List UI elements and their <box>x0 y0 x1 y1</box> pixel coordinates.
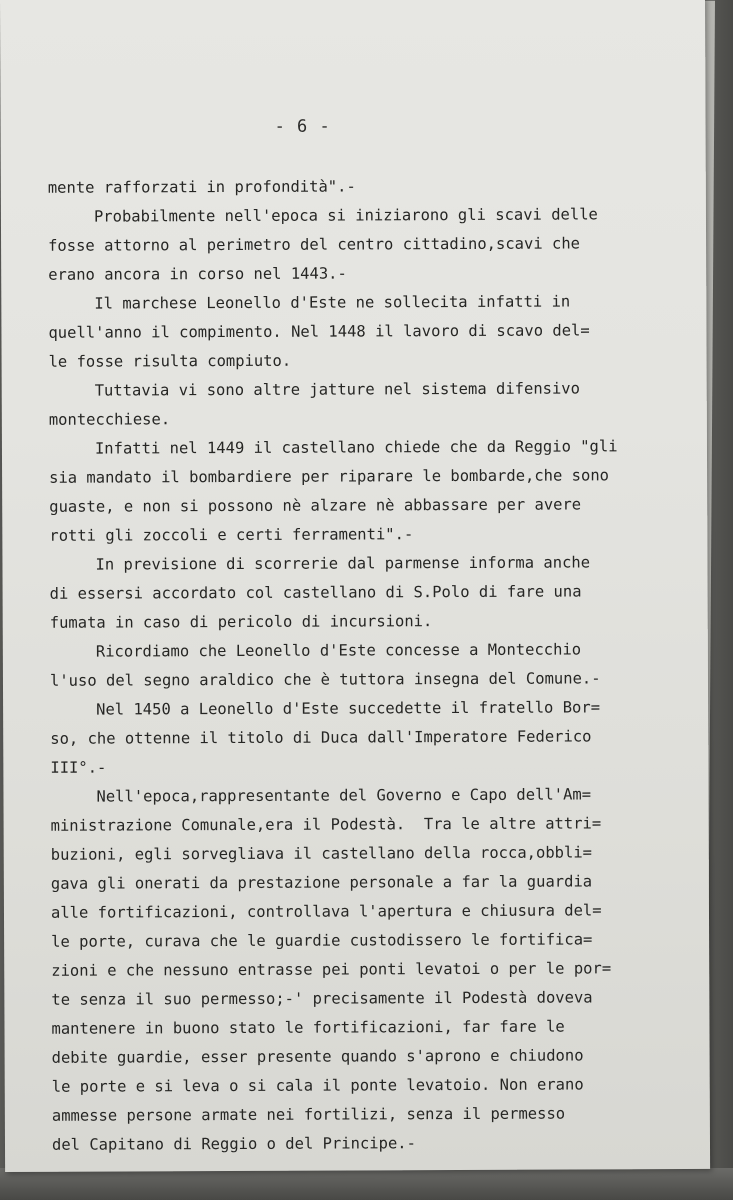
text-line: Nell'epoca,rappresentante del Governo e Capo dell'Am= <box>96 785 592 806</box>
text-line: le porte e si leva o si cala il ponte levatoio. Non erano <box>51 1075 584 1096</box>
text-line: III°.- <box>50 758 107 777</box>
text-line: fosse attorno al perimetro del centro cittadino,scavi che <box>48 234 581 255</box>
text-line: so, che ottenne il titolo di Duca dall'Imperatore Federico <box>50 727 592 748</box>
text-line: di essersi accordato col castellano di S.Polo di fare una <box>49 582 582 603</box>
text-line: rotti gli zoccoli e certi ferramenti".- <box>49 525 414 545</box>
text-line: debite guardie, esser presente quando s'aprono e chiudono <box>51 1046 584 1067</box>
text-line: Tuttavia vi sono altre jatture nel sistema difensivo <box>94 379 581 400</box>
text-line: ministrazione Comunale,era il Podestà. Tra le altre attri= <box>50 814 602 835</box>
text-line: Probabilmente nell'epoca si iniziarono gli scavi delle <box>93 205 598 226</box>
text-line: Ricordiamo che Leonello d'Este concesse a Montecchio <box>95 640 582 661</box>
text-line: del Capitano di Reggio o del Principe.- <box>51 1134 416 1154</box>
text-line: In previsione di scorrerie dal parmense informa anche <box>95 553 591 574</box>
text-line: zioni e che nessuno entrasse pei ponti levatoi o per le por= <box>51 959 612 980</box>
text-line: te senza il suo permesso;-' precisamente il Podestà doveva <box>51 988 593 1009</box>
text-line: buzioni, egli sorvegliava il castellano della rocca,obbli= <box>50 843 593 864</box>
text-line: sia mandato il bombardiere per riparare le bombarde,che sono <box>49 466 610 487</box>
text-line: Infatti nel 1449 il castellano chiede che da Reggio "gli <box>94 437 618 458</box>
text-line: guaste, e non si possono nè alzare nè abbassare per avere <box>49 495 582 516</box>
text-line: Il marchese Leonello d'Este ne sollecita infatti in <box>94 292 571 313</box>
text-line: mente rafforzati in profondità".- <box>47 177 356 197</box>
text-line: ammesse persone armate nei fortilizi, senza il permesso <box>51 1104 566 1125</box>
text-line: erano ancora in corso nel 1443.- <box>48 264 347 284</box>
page-number: - 6 - <box>274 116 331 137</box>
text-line: quell'anno il compimento. Nel 1448 il lavoro di scavo del= <box>48 321 590 342</box>
text-line: alle fortificazioni, controllava l'apertura e chiusura del= <box>50 901 602 922</box>
text-line: montecchiese. <box>48 410 171 429</box>
text-line: gava gli onerati da prestazione personale a far la guardia <box>50 872 593 893</box>
text-line: le fosse risulta compiuto. <box>48 351 292 371</box>
text-line: le porte, curava che le guardie custodissero le fortifica= <box>51 930 593 951</box>
text-line: l'uso del segno araldico che è tuttora insegna del Comune.- <box>49 669 601 690</box>
text-line: Nel 1450 a Leonello d'Este succedette il fratello Bor= <box>96 698 601 719</box>
desk-bottom-edge <box>0 1168 733 1200</box>
body-text <box>48 171 632 1160</box>
text-line: fumata in caso di pericolo di incursioni. <box>49 612 433 632</box>
text-line: mantenere in buono stato le fortificazioni, far fare le <box>51 1017 565 1038</box>
